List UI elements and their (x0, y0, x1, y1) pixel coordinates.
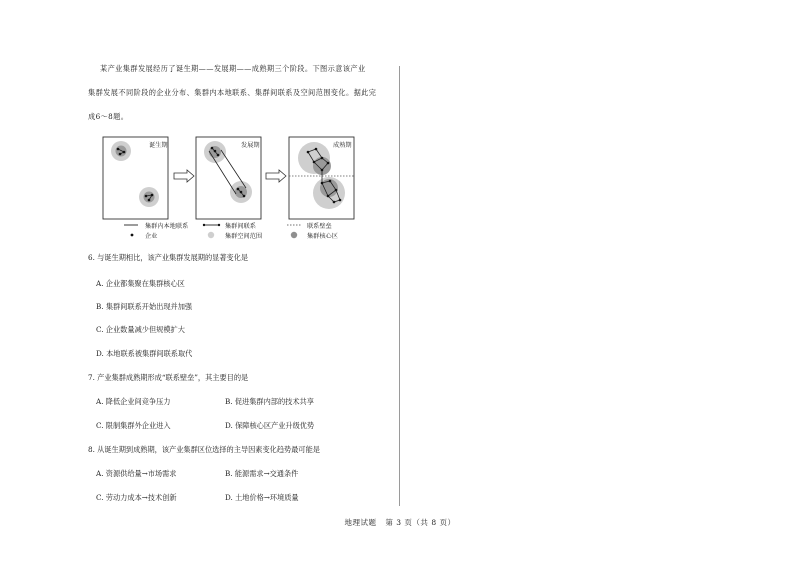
legend-core-symbol (291, 232, 297, 238)
legend-enterprise-symbol (131, 234, 134, 237)
footer-subject: 地理试题 (344, 518, 377, 527)
footer-page-number: 第 3 页（共 8 页） (385, 518, 456, 527)
enterprise (117, 148, 120, 151)
page-footer (0, 517, 800, 528)
question-7-option-b: B. 促进集群内部的技术共享 (225, 397, 314, 406)
enterprise (339, 199, 342, 202)
enterprise (214, 150, 217, 153)
question-6-option-b: B. 集群间联系开始出现并加强 (96, 302, 193, 311)
enterprise (151, 194, 154, 197)
question-7-stem: 7. 产业集群成熟期形成“联系壁垒”，其主要目的是 (88, 373, 249, 382)
question-7-option-d: D. 保障核心区产业升级优势 (225, 421, 315, 430)
enterprise (243, 195, 246, 198)
stage-arrow-2 (266, 170, 286, 182)
enterprise (315, 148, 318, 151)
enterprise (211, 147, 214, 150)
enterprise (321, 182, 324, 185)
question-8-option-c: C. 劳动力成本→技术创新 (96, 493, 177, 502)
question-7-option-a: A. 降低企业间竞争压力 (96, 397, 171, 406)
enterprise (333, 201, 336, 204)
legend-spatial-range: 集群空间范围 (225, 233, 263, 240)
intro-line-3: 成6～8题。 (88, 112, 129, 121)
enterprise (148, 199, 151, 202)
question-8-option-b: B. 能源需求→交通条件 (225, 469, 299, 478)
question-8-option-a: A. 资源供给量→市场需求 (96, 469, 177, 478)
question-6-option-a: A. 企业都集聚在集群核心区 (96, 279, 185, 288)
enterprise (119, 153, 122, 156)
legend-enterprise: 企业 (145, 233, 158, 240)
enterprise (327, 162, 330, 165)
panel-mature-title: 成熟期 (333, 142, 352, 149)
core-area (116, 146, 127, 157)
panel-growth-title: 发展期 (241, 142, 260, 149)
enterprise (307, 151, 310, 154)
question-6-option-d: D. 本地联系被集群间联系取代 (96, 349, 193, 358)
panel-birth-title: 诞生期 (149, 142, 168, 149)
enterprise (327, 195, 330, 198)
legend-local-link: 集群内本地联系 (145, 223, 189, 230)
intro-line-2: 集群发展不同阶段的企业分布、集群内本地联系、集群间联系及空间范围变化。据此完 (88, 88, 377, 97)
enterprise (123, 151, 126, 154)
stage-arrow-1 (174, 170, 194, 182)
legend-barrier: 联系壁垒 (307, 223, 332, 230)
legend-range-symbol (208, 232, 214, 238)
enterprise (313, 161, 316, 164)
enterprise (240, 191, 243, 194)
legend-core-area: 集群核心区 (307, 233, 338, 240)
intro-line-1: 某产业集群发展经历了诞生期——发展期——成熟期三个阶段。下图示意该产业 (100, 64, 366, 73)
enterprise (321, 157, 324, 160)
enterprise (321, 169, 324, 172)
legend-inter-link: 集群间联系 (225, 223, 256, 230)
enterprise (329, 180, 332, 183)
question-6-stem: 6. 与诞生期相比，该产业集群发展期的显著变化是 (88, 253, 249, 262)
enterprise (237, 188, 240, 191)
question-6-option-c: C. 企业数量减少但规模扩大 (96, 325, 185, 334)
enterprise (217, 154, 220, 157)
enterprise (145, 195, 148, 198)
enterprise (335, 189, 338, 192)
question-7-option-c: C. 限制集群外企业进入 (96, 421, 171, 430)
question-8-option-d: D. 土地价格→环境质量 (225, 493, 299, 502)
question-8-stem: 8. 从诞生期到成熟期，该产业集群区位选择的主导因素变化趋势最可能是 (88, 445, 320, 454)
